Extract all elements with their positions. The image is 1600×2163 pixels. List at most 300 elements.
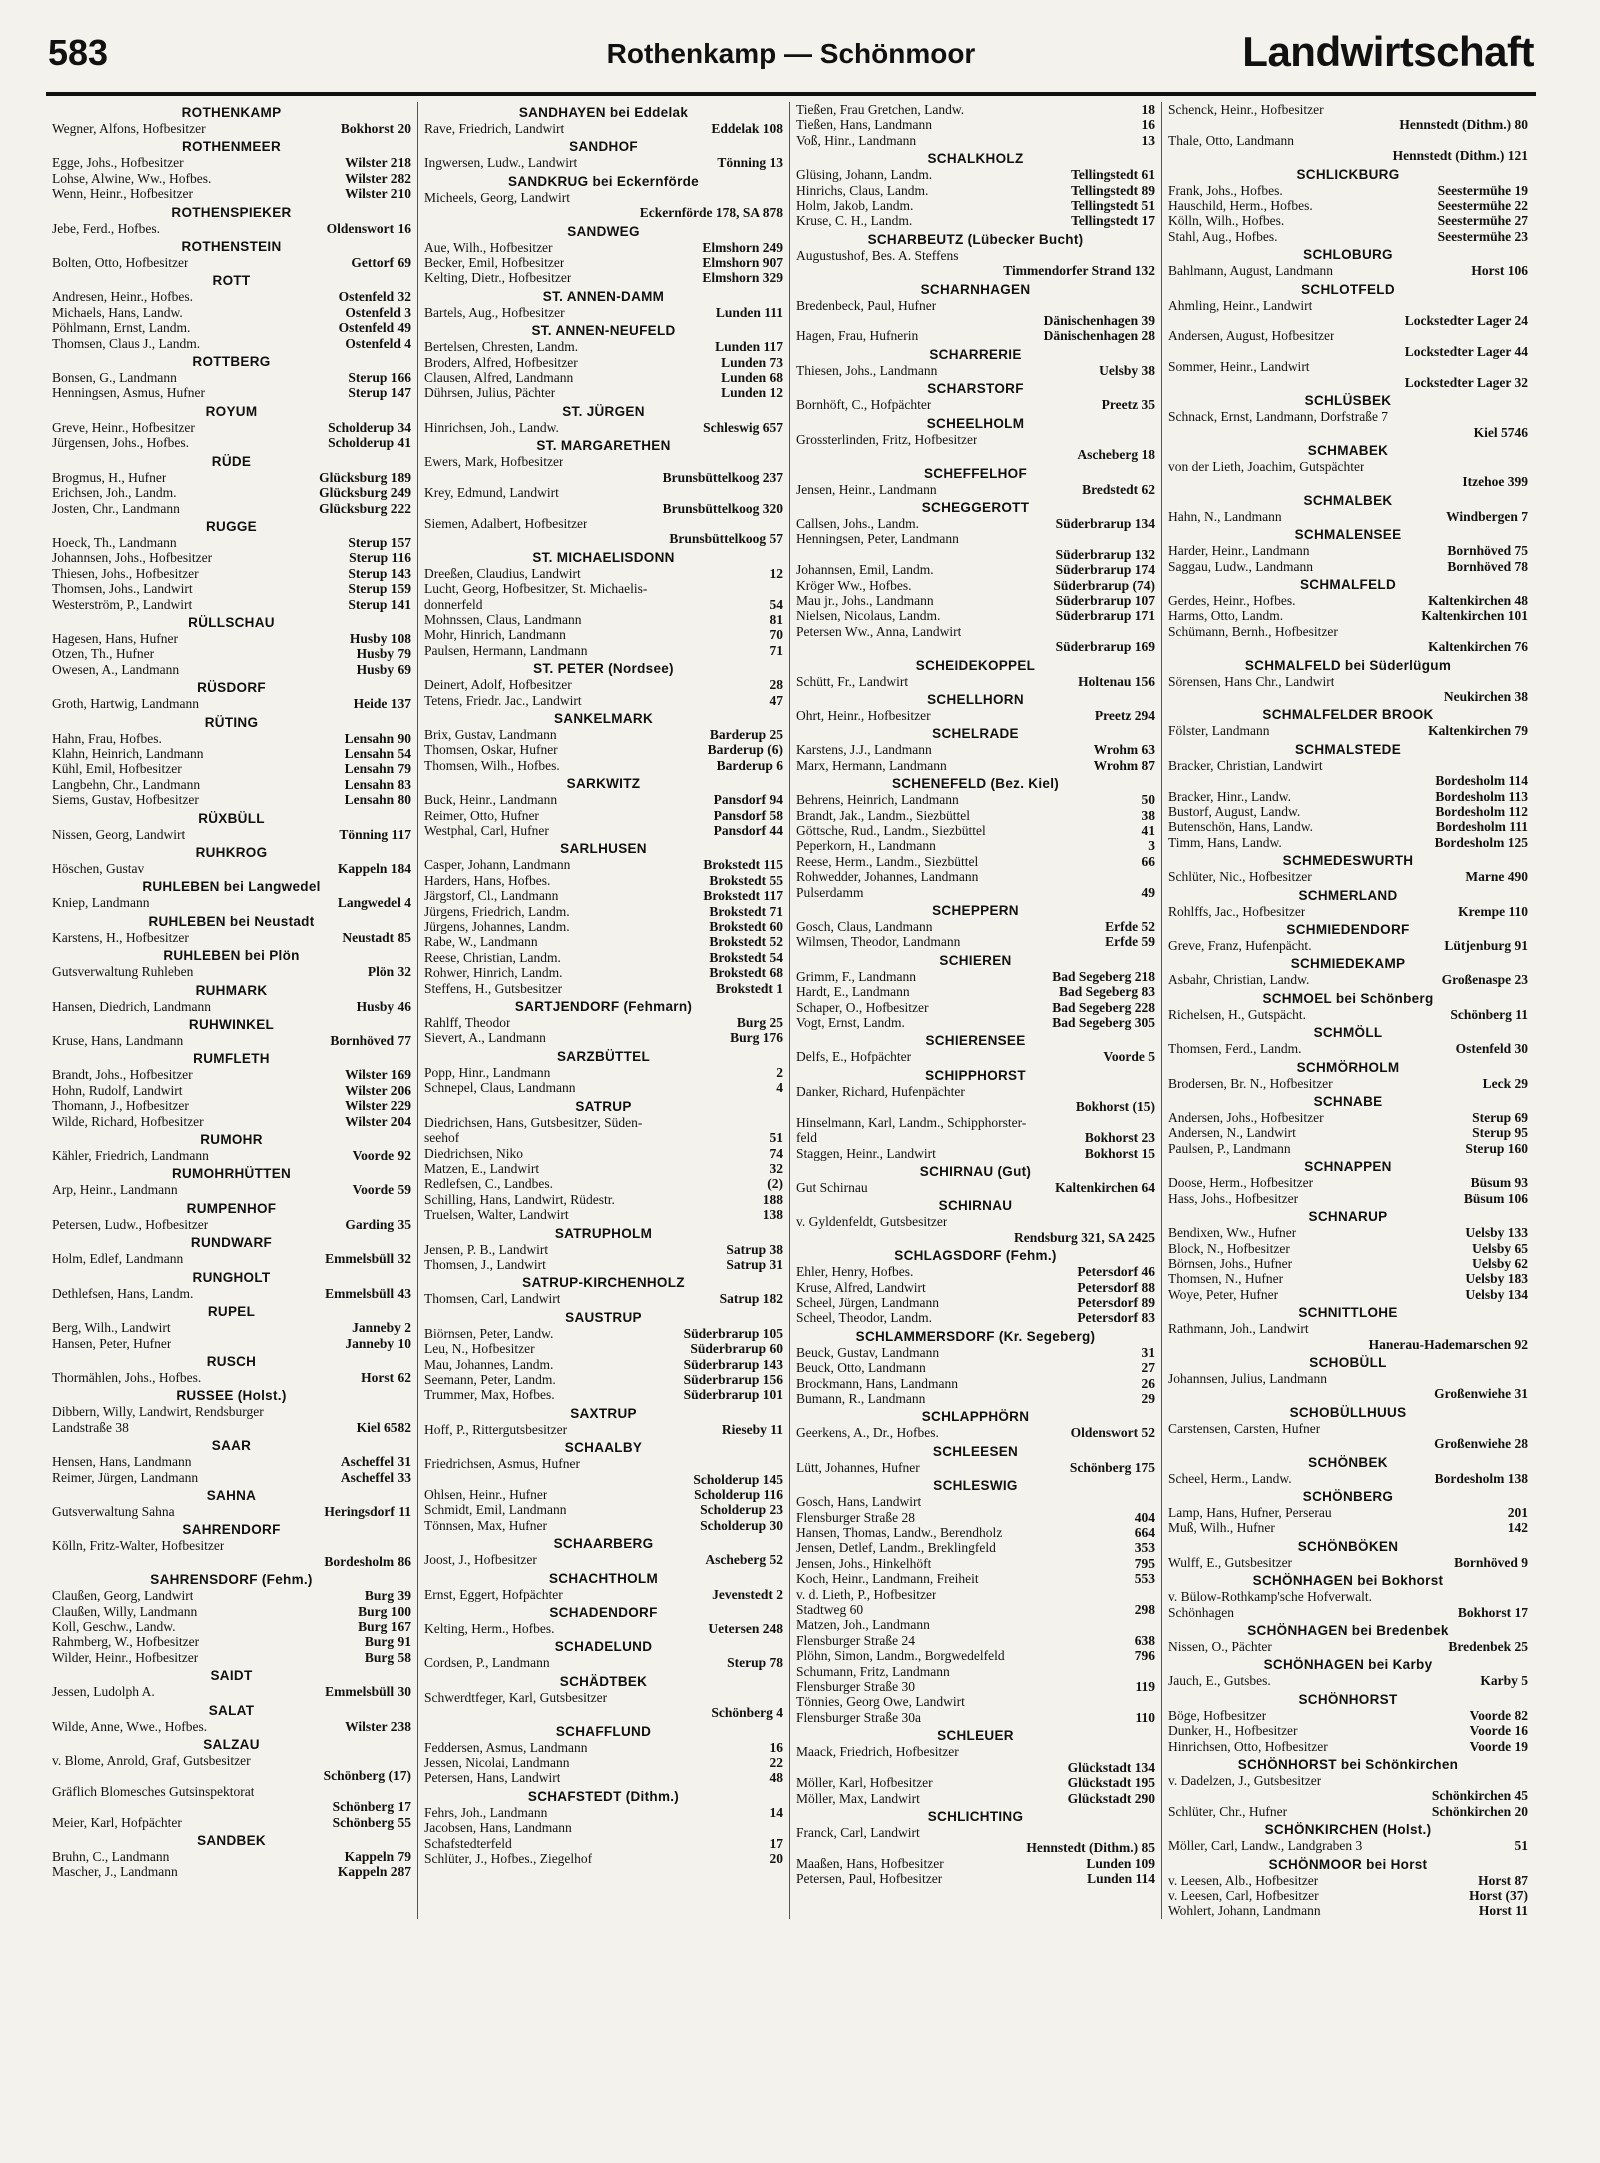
place-heading: RUMOHRHÜTTEN bbox=[171, 1166, 292, 1182]
place-heading: SCHMALFELD bei Süderlügum bbox=[1244, 657, 1452, 673]
entry-row bbox=[796, 363, 1155, 378]
entry-phone: Wilster 238 bbox=[345, 1718, 411, 1734]
entry-row bbox=[796, 1310, 1155, 1325]
entry-row bbox=[424, 693, 783, 708]
entry-phone: Emmelsbüll 30 bbox=[325, 1684, 411, 1700]
entry-row bbox=[52, 930, 411, 945]
place-heading: SCHLESWIG bbox=[933, 1478, 1018, 1494]
entry-name: Grimm, F., Landmann bbox=[796, 968, 917, 984]
entry-name: Henningsen, Asmus, Hufner bbox=[52, 385, 205, 401]
entry-phone: 119 bbox=[1135, 1679, 1155, 1695]
entry-phone: Ostenfeld 4 bbox=[345, 335, 411, 351]
entry-phone: Pansdorf 94 bbox=[713, 792, 783, 808]
entry-row bbox=[424, 255, 783, 270]
entry-row bbox=[796, 1295, 1155, 1310]
place-heading: RUSSEE (Holst.) bbox=[176, 1388, 287, 1404]
entry-name: Schafstedterfeld bbox=[424, 1835, 512, 1851]
entry-row bbox=[52, 470, 411, 485]
entry-name: Schumann, Fritz, Landmann bbox=[796, 1663, 950, 1679]
entry-phone bbox=[1149, 298, 1155, 313]
entry-name: Erichsen, Joh., Landm. bbox=[52, 485, 177, 501]
entry-name: Kniep, Landmann bbox=[52, 895, 150, 911]
place-heading: SCHÖNHORST bbox=[1298, 1691, 1398, 1707]
entry-name: Bustorf, August, Landw. bbox=[1168, 804, 1301, 819]
entry-row bbox=[424, 121, 783, 136]
place-heading: RUHLEBEN bei Plön bbox=[163, 948, 300, 964]
entry-phone: Sterup 95 bbox=[1472, 1125, 1528, 1141]
entry-row bbox=[52, 1470, 411, 1485]
entry-name: Kölln, Wilh., Hofbes. bbox=[1168, 213, 1285, 229]
entry-name: Hansen, Diedrich, Landmann bbox=[52, 998, 211, 1014]
place-heading: SCHIERENSEE bbox=[925, 1033, 1026, 1049]
place-heading: ST. MARGARETHEN bbox=[536, 438, 671, 454]
entry-phone: 553 bbox=[1134, 1571, 1155, 1587]
entry-row bbox=[52, 662, 411, 677]
entry-phone bbox=[1522, 409, 1528, 424]
entry-row bbox=[1168, 1321, 1528, 1336]
entry-row bbox=[796, 1871, 1155, 1886]
entry-row bbox=[796, 1775, 1155, 1790]
entry-phone bbox=[1149, 1084, 1155, 1099]
entry-name: Flensburger Straße 30 bbox=[796, 1679, 915, 1695]
entry-name: v. d. Lieth, P., Hofbesitzer bbox=[796, 1586, 937, 1602]
entry-name: Bracker, Hinr., Landw. bbox=[1168, 788, 1292, 804]
place-heading: SCHÖNHORST bei Schönkirchen bbox=[1237, 1757, 1459, 1773]
entry-phone bbox=[1522, 298, 1528, 313]
entry-name: Michaels, Hans, Landw. bbox=[52, 304, 183, 320]
entry-name: Arp, Heinr., Landmann bbox=[52, 1182, 178, 1198]
entry-phone: Sterup 78 bbox=[727, 1655, 783, 1671]
entry-phone: 31 bbox=[1141, 1344, 1155, 1360]
entry-phone bbox=[1522, 1589, 1528, 1604]
entry-phone: 50 bbox=[1141, 792, 1155, 808]
entry-phone-continued: Hennstedt (Dithm.) 85 bbox=[1026, 1840, 1155, 1856]
entry-phone bbox=[405, 1538, 411, 1553]
entry-phone: Glücksburg 249 bbox=[319, 485, 411, 501]
entry-name: Jessen, Nicolai, Landmann bbox=[424, 1755, 570, 1771]
entry-row bbox=[796, 969, 1155, 984]
entry-name: Lohse, Alwine, Ww., Hofbes. bbox=[52, 170, 212, 186]
entry-name: von der Lieth, Joachim, Gutspächter bbox=[1168, 458, 1365, 474]
entry-row bbox=[796, 758, 1155, 773]
entry-name: Möller, Karl, Hofbesitzer bbox=[796, 1775, 933, 1791]
entry-phone: 404 bbox=[1134, 1509, 1155, 1525]
entry-row bbox=[52, 964, 411, 979]
place-heading: SAIDT bbox=[210, 1668, 253, 1684]
entry-phone bbox=[405, 1753, 411, 1768]
entry-name: Ohlsen, Heinr., Hufner bbox=[424, 1487, 548, 1502]
place-heading: ST. JÜRGEN bbox=[562, 403, 645, 419]
entry-phone: Holtenau 156 bbox=[1078, 673, 1155, 689]
entry-phone: Lunden 12 bbox=[721, 385, 783, 401]
entry-phone bbox=[777, 516, 783, 531]
entry-row bbox=[1168, 1287, 1528, 1302]
entry-phone-continued: Lockstedter Lager 32 bbox=[1404, 374, 1528, 390]
entry-name: Woye, Peter, Hufner bbox=[1168, 1286, 1279, 1302]
entry-phone: Horst 11 bbox=[1478, 1903, 1528, 1919]
entry-row bbox=[796, 1679, 1155, 1694]
entry-phone: Sterup 147 bbox=[348, 385, 411, 401]
entry-name: Ernst, Eggert, Hofpächter bbox=[424, 1586, 563, 1602]
entry-row bbox=[424, 1851, 783, 1866]
entry-name: Owesen, A., Landmann bbox=[52, 661, 180, 677]
entry-row bbox=[1168, 972, 1528, 987]
entry-row bbox=[796, 1825, 1155, 1840]
entry-phone: Burg 25 bbox=[736, 1015, 783, 1031]
entry-name: Thale, Otto, Landmann bbox=[1168, 132, 1294, 148]
entry-name: Schlüter, J., Hofbes., Ziegelhof bbox=[424, 1851, 593, 1867]
entry-row bbox=[52, 1454, 411, 1469]
entry-row bbox=[1168, 1673, 1528, 1688]
entry-name: Schlüter, Chr., Hufner bbox=[1168, 1803, 1288, 1819]
entry-name: v. Leesen, Carl, Hofbesitzer bbox=[1168, 1888, 1319, 1904]
entry-phone-continued: Itzehoe 399 bbox=[1462, 474, 1528, 490]
entry-phone: Bordesholm 125 bbox=[1434, 834, 1528, 850]
entry-row bbox=[424, 1487, 783, 1502]
entry-row bbox=[52, 1604, 411, 1619]
place-heading: SAXTRUP bbox=[570, 1405, 637, 1421]
entry-row bbox=[52, 1719, 411, 1734]
place-heading: SCHELRADE bbox=[932, 726, 1019, 742]
entry-name: Voß, Hinr., Landmann bbox=[796, 132, 917, 148]
column-4 bbox=[1162, 102, 1534, 1919]
entry-row bbox=[796, 1587, 1155, 1602]
place-heading: SANDHAYEN bei Eddelak bbox=[518, 105, 689, 120]
entry-phone bbox=[1522, 758, 1528, 773]
entry-row bbox=[424, 792, 783, 807]
entry-phone: Erfde 59 bbox=[1105, 934, 1155, 950]
entry-name: Reese, Herm., Landm., Siezbüttel bbox=[796, 853, 979, 869]
entry-name: Biörnsen, Peter, Landw. bbox=[424, 1325, 554, 1341]
entry-phone: Wilster 218 bbox=[345, 155, 411, 171]
entry-name: Hansen, Peter, Hufner bbox=[52, 1335, 172, 1351]
place-heading: SCHÖNMOOR bei Horst bbox=[1268, 1856, 1428, 1872]
place-heading: SCHAFSTEDT (Dithm.) bbox=[527, 1788, 680, 1804]
entry-phone: Brokstedt 115 bbox=[703, 857, 783, 873]
entry-phone: Rieseby 11 bbox=[721, 1421, 783, 1437]
entry-row bbox=[796, 808, 1155, 823]
entry-row bbox=[424, 1242, 783, 1257]
entry-row bbox=[796, 1084, 1155, 1099]
entry-row bbox=[424, 934, 783, 949]
entry-name: Richelsen, H., Gutspächt. bbox=[1168, 1006, 1306, 1022]
entry-name: Gosch, Hans, Landwirt bbox=[796, 1494, 922, 1510]
entry-row bbox=[1168, 1141, 1528, 1156]
entry-row bbox=[52, 535, 411, 550]
entry-phone bbox=[1522, 1773, 1528, 1788]
entry-name: Jacobsen, Hans, Landmann bbox=[424, 1820, 572, 1836]
entry-row bbox=[1168, 869, 1528, 884]
entry-row bbox=[1168, 1723, 1528, 1738]
entry-phone: Janneby 10 bbox=[345, 1335, 411, 1351]
entry-phone: Burg 100 bbox=[358, 1603, 411, 1619]
entry-name: Block, N., Hofbesitzer bbox=[1168, 1240, 1290, 1256]
entry-phone: Tönning 117 bbox=[339, 826, 411, 842]
entry-phone bbox=[1149, 248, 1155, 263]
entry-row bbox=[424, 612, 783, 627]
entry-row bbox=[796, 1360, 1155, 1375]
entry-row bbox=[796, 167, 1155, 182]
entry-phone-continued: Lockstedter Lager 44 bbox=[1404, 343, 1528, 359]
entry-name: Glüsing, Johann, Landm. bbox=[796, 167, 933, 183]
entry-phone: Süderbrarup (74) bbox=[1053, 577, 1155, 593]
entry-phone bbox=[1149, 1494, 1155, 1509]
entry-phone: Kiel 6582 bbox=[356, 1419, 411, 1435]
entry-name: Thiesen, Johs., Landmann bbox=[796, 362, 938, 378]
entry-row bbox=[796, 1617, 1155, 1632]
entry-name: Bolten, Otto, Hofbesitzer bbox=[52, 255, 189, 271]
entry-row bbox=[796, 984, 1155, 999]
entry-name: Hardt, E., Landmann bbox=[796, 984, 910, 1000]
entry-row bbox=[1168, 409, 1528, 424]
entry-row bbox=[1168, 1639, 1528, 1654]
entry-row bbox=[424, 1130, 783, 1145]
entry-row bbox=[796, 482, 1155, 497]
entry-row bbox=[1168, 1110, 1528, 1125]
entry-phone: Sterup 141 bbox=[348, 596, 411, 612]
entry-name: Schaper, O., Hofbesitzer bbox=[796, 999, 929, 1015]
place-heading: RUMFLETH bbox=[193, 1051, 270, 1067]
place-heading: SCHÖNHAGEN bei Karby bbox=[1263, 1657, 1433, 1673]
place-heading: SALAT bbox=[208, 1702, 255, 1718]
entry-phone: Tellingstedt 51 bbox=[1071, 198, 1155, 214]
entry-row bbox=[424, 420, 783, 435]
entry-name: Brodersen, Br. N., Hofbesitzer bbox=[1168, 1075, 1333, 1091]
place-heading: SCHMIEDEKAMP bbox=[1290, 956, 1406, 972]
entry-row bbox=[424, 1326, 783, 1341]
entry-phone: Burg 176 bbox=[730, 1030, 783, 1046]
entry-phone: Elmshorn 907 bbox=[702, 255, 783, 271]
entry-phone-continued: Timmendorfer Strand 132 bbox=[1003, 263, 1155, 279]
entry-name: Hagen, Frau, Hufnerin bbox=[796, 328, 919, 344]
entry-row bbox=[424, 742, 783, 757]
entry-row bbox=[1168, 1241, 1528, 1256]
entry-row bbox=[1168, 359, 1528, 374]
entry-name: Reimer, Jürgen, Landmann bbox=[52, 1469, 199, 1485]
entry-row bbox=[796, 823, 1155, 838]
entry-row bbox=[1168, 938, 1528, 953]
entry-row bbox=[1168, 1041, 1528, 1056]
entry-name: Schenck, Heinr., Hofbesitzer bbox=[1168, 102, 1324, 117]
entry-name: Popp, Hinr., Landmann bbox=[424, 1064, 551, 1080]
entry-row bbox=[1168, 198, 1528, 213]
entry-phone: Garding 35 bbox=[345, 1216, 411, 1232]
entry-phone: Satrup 31 bbox=[726, 1256, 783, 1272]
entry-name: Thomsen, Claus J., Landm. bbox=[52, 335, 201, 351]
place-heading: SCHMALFELD bbox=[1300, 576, 1396, 592]
entry-phone: Brokstedt 117 bbox=[703, 888, 783, 904]
entry-name: Bredenbeck, Paul, Hufner bbox=[796, 297, 937, 313]
place-heading: ROTHENMEER bbox=[181, 139, 281, 155]
entry-row bbox=[424, 339, 783, 354]
entry-name: Danker, Richard, Hufenpächter bbox=[796, 1083, 965, 1099]
entry-row bbox=[796, 1648, 1155, 1663]
entry-phone-continued: Rendsburg 321, SA 2425 bbox=[1013, 1229, 1155, 1245]
entry-row bbox=[796, 885, 1155, 900]
entry-name: Stadtweg 60 bbox=[796, 1602, 864, 1618]
entry-name: Holm, Edlef, Landmann bbox=[52, 1251, 184, 1267]
entry-phone: Sterup 157 bbox=[348, 534, 411, 550]
place-heading: ST. MICHAELISDONN bbox=[532, 549, 675, 565]
entry-row bbox=[796, 708, 1155, 723]
entry-row bbox=[424, 1655, 783, 1670]
entry-name: Petersen, Paul, Hofbesitzer bbox=[796, 1871, 943, 1887]
entry-name: Dreeßen, Claudius, Landwirt bbox=[424, 565, 581, 581]
entry-phone: Husby 108 bbox=[349, 630, 411, 646]
entry-name: Rathmann, Joh., Landwirt bbox=[1168, 1321, 1309, 1337]
entry-phone: 29 bbox=[1141, 1390, 1155, 1406]
entry-row bbox=[1168, 758, 1528, 773]
entry-phone: Horst 87 bbox=[1478, 1872, 1528, 1888]
entry-name: Andersen, Johs., Hofbesitzer bbox=[1168, 1110, 1324, 1126]
entry-phone-continued: Schönberg (17) bbox=[323, 1768, 411, 1784]
place-heading: RUMOHR bbox=[200, 1132, 263, 1148]
entry-row bbox=[796, 1744, 1155, 1759]
entry-phone: Süderbrarup 134 bbox=[1055, 515, 1155, 531]
entry-phone-continued: Bokhorst (15) bbox=[1075, 1099, 1155, 1115]
entry-name: Thomsen, Wilh., Hofbes. bbox=[424, 757, 560, 773]
place-heading: SCHNABE bbox=[1313, 1094, 1383, 1110]
entry-phone-continued: Brunsbüttelkoog 57 bbox=[669, 531, 783, 547]
entry-name: Hinselmann, Karl, Landm., Schipphorster- bbox=[796, 1114, 1027, 1130]
entry-name: Harder, Heinr., Landmann bbox=[1168, 543, 1310, 559]
place-heading: SANDHOF bbox=[569, 139, 638, 155]
entry-row bbox=[1168, 624, 1528, 639]
place-heading: SCHADENDORF bbox=[549, 1605, 658, 1621]
entry-phone bbox=[1522, 1321, 1528, 1336]
entry-row bbox=[52, 186, 411, 201]
entry-name: Redlefsen, C., Landbes. bbox=[424, 1176, 553, 1192]
entry-name: Bendixen, Ww., Hufner bbox=[1168, 1225, 1297, 1241]
entry-row bbox=[52, 1588, 411, 1603]
entry-phone: 142 bbox=[1507, 1520, 1528, 1536]
place-heading: RUHWINKEL bbox=[188, 1017, 275, 1033]
place-heading: SATRUP bbox=[575, 1098, 632, 1114]
running-title: Rothenkamp — Schönmoor bbox=[606, 38, 976, 69]
place-heading: SCHLOBURG bbox=[1303, 247, 1393, 263]
entry-phone: Windbergen 7 bbox=[1446, 508, 1528, 524]
entry-row bbox=[1168, 1471, 1528, 1486]
entry-phone-continued: Ascheberg 18 bbox=[1077, 447, 1155, 463]
place-heading: RÜSDORF bbox=[197, 680, 266, 696]
entry-phone-continued: Hanerau-Hademarschen 92 bbox=[1368, 1336, 1528, 1352]
entry-phone: Petersdorf 83 bbox=[1077, 1310, 1155, 1326]
entry-row bbox=[424, 1015, 783, 1030]
column-2 bbox=[418, 102, 790, 1919]
entry-row bbox=[52, 1753, 411, 1768]
entry-row bbox=[796, 1856, 1155, 1871]
entry-row bbox=[1168, 1076, 1528, 1091]
entry-name: Carstensen, Carsten, Hufner bbox=[1168, 1420, 1321, 1436]
entry-phone: Oldenswort 16 bbox=[326, 220, 411, 236]
entry-row bbox=[424, 1115, 783, 1130]
entry-name: Hensen, Hans, Landmann bbox=[52, 1454, 192, 1470]
entry-name: Hoeck, Th., Landmann bbox=[52, 534, 177, 550]
entry-phone: Emmelsbüll 32 bbox=[325, 1251, 411, 1267]
entry-phone: Bredenbek 25 bbox=[1448, 1639, 1528, 1654]
entry-name: Rohwedder, Johannes, Landmann bbox=[796, 869, 979, 885]
entry-phone: Brokstedt 1 bbox=[716, 980, 783, 996]
place-heading: SATRUPHOLM bbox=[554, 1225, 653, 1241]
entry-phone: Uelsby 134 bbox=[1465, 1286, 1528, 1302]
entry-name: Andersen, August, Hofbesitzer bbox=[1168, 328, 1335, 344]
entry-phone: Horst 62 bbox=[361, 1369, 411, 1385]
entry-name: Schlüter, Nic., Hofbesitzer bbox=[1168, 869, 1312, 885]
entry-row bbox=[1168, 102, 1528, 117]
entry-phone: Kaltenkirchen 64 bbox=[1055, 1179, 1155, 1195]
entry-row bbox=[52, 550, 411, 565]
entry-phone: Schleswig 657 bbox=[703, 419, 783, 435]
entry-name: Dunker, H., Hofbesitzer bbox=[1168, 1723, 1298, 1739]
entry-phone-continued: Großenwiehe 31 bbox=[1434, 1386, 1528, 1402]
entry-name: Delfs, E., Hofpächter bbox=[796, 1049, 912, 1065]
entry-row bbox=[796, 792, 1155, 807]
entry-row bbox=[52, 761, 411, 776]
entry-phone: 795 bbox=[1134, 1555, 1155, 1571]
entry-row bbox=[52, 336, 411, 351]
entry-row bbox=[796, 248, 1155, 263]
entry-phone: 298 bbox=[1134, 1602, 1155, 1618]
entry-phone: Brokstedt 68 bbox=[709, 965, 783, 981]
place-heading: SCHOBÜLL bbox=[1309, 1354, 1387, 1370]
entry-row bbox=[1168, 1873, 1528, 1888]
entry-name: Wegner, Alfons, Hofbesitzer bbox=[52, 121, 206, 136]
entry-name: Josten, Chr., Landmann bbox=[52, 500, 180, 516]
entry-phone: Lensahn 79 bbox=[344, 761, 411, 777]
entry-row bbox=[1168, 804, 1528, 819]
entry-phone-continued: Brunsbüttelkoog 320 bbox=[662, 500, 783, 516]
entry-phone: Lütjenburg 91 bbox=[1444, 938, 1528, 954]
entry-phone: Voorde 16 bbox=[1469, 1723, 1528, 1739]
entry-row bbox=[1168, 1773, 1528, 1788]
entry-name: Diedrichsen, Niko bbox=[424, 1145, 523, 1161]
entry-phone bbox=[777, 581, 783, 596]
entry-row bbox=[52, 385, 411, 400]
place-heading: SAHRENDORF bbox=[182, 1522, 281, 1538]
entry-phone bbox=[1522, 359, 1528, 374]
entry-phone: Brokstedt 60 bbox=[709, 919, 783, 935]
entry-row bbox=[52, 1864, 411, 1879]
entry-phone: Burg 39 bbox=[364, 1588, 411, 1604]
entry-row bbox=[52, 1650, 411, 1665]
entry-name: Siems, Gustav, Hofbesitzer bbox=[52, 792, 199, 808]
entry-row bbox=[52, 566, 411, 581]
entry-phone: Husby 46 bbox=[356, 998, 411, 1014]
entry-name: Petersen, Hans, Landwirt bbox=[424, 1770, 561, 1786]
entry-phone-continued: Glückstadt 134 bbox=[1067, 1759, 1155, 1775]
entry-phone: Bad Segeberg 305 bbox=[1052, 1015, 1155, 1031]
entry-row bbox=[52, 1404, 411, 1419]
entry-name: Scheel, Jürgen, Landmann bbox=[796, 1294, 939, 1310]
entry-name: Karstens, H., Hofbesitzer bbox=[52, 929, 189, 945]
entry-name: Meier, Karl, Hofpächter bbox=[52, 1814, 182, 1830]
entry-name: Gerdes, Heinr., Hofbes. bbox=[1168, 592, 1296, 608]
entry-name: Thomsen, Johs., Landwirt bbox=[52, 581, 193, 597]
place-heading: SCHMABEK bbox=[1307, 442, 1389, 458]
entry-name: Thormählen, Johs., Hofbes. bbox=[52, 1369, 202, 1385]
entry-phone-continued: Hennstedt (Dithm.) 121 bbox=[1392, 148, 1528, 164]
entry-row bbox=[52, 485, 411, 500]
entry-phone: Uetersen 248 bbox=[708, 1621, 783, 1637]
entry-phone bbox=[405, 1784, 411, 1799]
entry-row bbox=[52, 731, 411, 746]
place-heading: SCHARSTORF bbox=[927, 381, 1024, 397]
entry-name: Aue, Wilh., Hofbesitzer bbox=[424, 239, 553, 255]
entry-row bbox=[424, 981, 783, 996]
entry-row bbox=[52, 1849, 411, 1864]
entry-name: Tießen, Hans, Landmann bbox=[796, 117, 932, 133]
entry-phone: Preetz 35 bbox=[1101, 397, 1155, 413]
